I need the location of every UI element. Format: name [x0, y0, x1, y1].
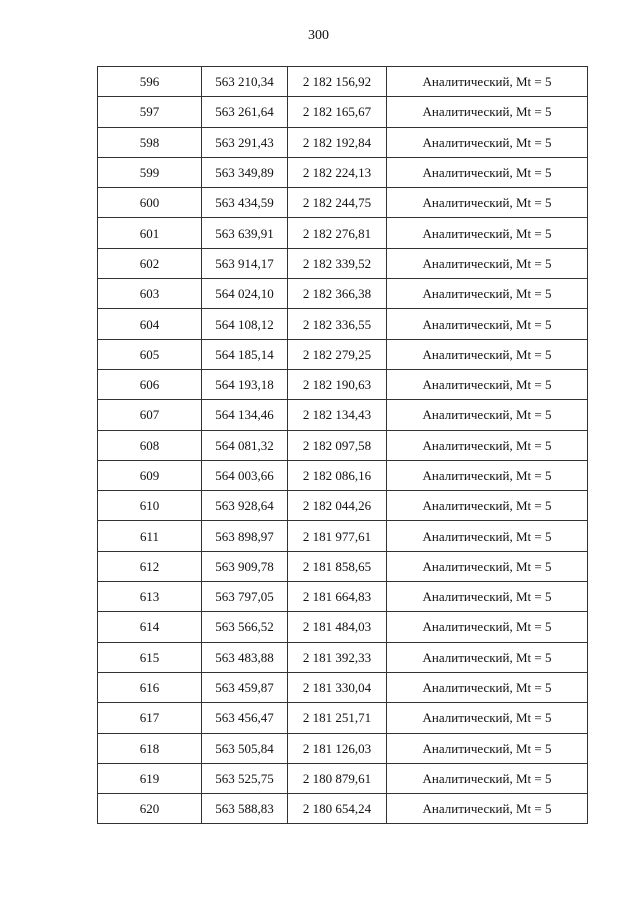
- x-coordinate-cell: 563 928,64: [202, 491, 288, 521]
- table-row: [98, 279, 588, 309]
- point-number-cell: 609: [98, 460, 202, 490]
- table-row: [98, 733, 588, 763]
- table-row: [98, 491, 588, 521]
- x-coordinate-cell: 563 914,17: [202, 248, 288, 278]
- x-coordinate-cell: 563 909,78: [202, 551, 288, 581]
- method-cell: Аналитический, Mt = 5: [387, 794, 588, 824]
- point-number-cell: 599: [98, 157, 202, 187]
- y-coordinate-cell: 2 182 044,26: [288, 491, 387, 521]
- method-cell: Аналитический, Mt = 5: [387, 521, 588, 551]
- table-row: [98, 703, 588, 733]
- point-number-cell: 617: [98, 703, 202, 733]
- method-cell: Аналитический, Mt = 5: [387, 460, 588, 490]
- point-number-cell: 611: [98, 521, 202, 551]
- method-cell: Аналитический, Mt = 5: [387, 309, 588, 339]
- point-number-cell: 610: [98, 491, 202, 521]
- method-cell: Аналитический, Mt = 5: [387, 703, 588, 733]
- method-cell: Аналитический, Mt = 5: [387, 339, 588, 369]
- y-coordinate-cell: 2 181 858,65: [288, 551, 387, 581]
- y-coordinate-cell: 2 181 977,61: [288, 521, 387, 551]
- x-coordinate-cell: 564 003,66: [202, 460, 288, 490]
- point-number-cell: 618: [98, 733, 202, 763]
- point-number-cell: 604: [98, 309, 202, 339]
- table-row: [98, 369, 588, 399]
- table-row: [98, 339, 588, 369]
- x-coordinate-cell: 563 797,05: [202, 582, 288, 612]
- x-coordinate-cell: 563 349,89: [202, 157, 288, 187]
- method-cell: Аналитический, Mt = 5: [387, 188, 588, 218]
- x-coordinate-cell: 563 483,88: [202, 642, 288, 672]
- table-row: [98, 763, 588, 793]
- x-coordinate-cell: 563 566,52: [202, 612, 288, 642]
- y-coordinate-cell: 2 182 276,81: [288, 218, 387, 248]
- table-row: [98, 97, 588, 127]
- x-coordinate-cell: 564 108,12: [202, 309, 288, 339]
- method-cell: Аналитический, Mt = 5: [387, 763, 588, 793]
- x-coordinate-cell: 564 185,14: [202, 339, 288, 369]
- table-row: [98, 67, 588, 97]
- method-cell: Аналитический, Mt = 5: [387, 279, 588, 309]
- x-coordinate-cell: 563 898,97: [202, 521, 288, 551]
- x-coordinate-cell: 564 134,46: [202, 400, 288, 430]
- x-coordinate-cell: 563 639,91: [202, 218, 288, 248]
- x-coordinate-cell: 563 459,87: [202, 672, 288, 702]
- x-coordinate-cell: 563 291,43: [202, 127, 288, 157]
- y-coordinate-cell: 2 181 251,71: [288, 703, 387, 733]
- table-row: [98, 582, 588, 612]
- point-number-cell: 605: [98, 339, 202, 369]
- method-cell: Аналитический, Mt = 5: [387, 248, 588, 278]
- table-row: [98, 218, 588, 248]
- point-number-cell: 597: [98, 97, 202, 127]
- method-cell: Аналитический, Mt = 5: [387, 733, 588, 763]
- y-coordinate-cell: 2 181 126,03: [288, 733, 387, 763]
- y-coordinate-cell: 2 181 664,83: [288, 582, 387, 612]
- method-cell: Аналитический, Mt = 5: [387, 157, 588, 187]
- method-cell: Аналитический, Mt = 5: [387, 672, 588, 702]
- y-coordinate-cell: 2 181 484,03: [288, 612, 387, 642]
- table-row: [98, 612, 588, 642]
- table-row: [98, 127, 588, 157]
- table-row: [98, 157, 588, 187]
- y-coordinate-cell: 2 180 879,61: [288, 763, 387, 793]
- method-cell: Аналитический, Mt = 5: [387, 612, 588, 642]
- method-cell: Аналитический, Mt = 5: [387, 369, 588, 399]
- point-number-cell: 615: [98, 642, 202, 672]
- x-coordinate-cell: 563 261,64: [202, 97, 288, 127]
- x-coordinate-cell: 563 456,47: [202, 703, 288, 733]
- x-coordinate-cell: 564 024,10: [202, 279, 288, 309]
- point-number-cell: 608: [98, 430, 202, 460]
- y-coordinate-cell: 2 182 279,25: [288, 339, 387, 369]
- x-coordinate-cell: 563 588,83: [202, 794, 288, 824]
- y-coordinate-cell: 2 182 244,75: [288, 188, 387, 218]
- table-row: [98, 794, 588, 824]
- y-coordinate-cell: 2 182 339,52: [288, 248, 387, 278]
- point-number-cell: 607: [98, 400, 202, 430]
- y-coordinate-cell: 2 182 366,38: [288, 279, 387, 309]
- point-number-cell: 612: [98, 551, 202, 581]
- x-coordinate-cell: 563 434,59: [202, 188, 288, 218]
- table-row: [98, 309, 588, 339]
- method-cell: Аналитический, Mt = 5: [387, 67, 588, 97]
- point-number-cell: 596: [98, 67, 202, 97]
- y-coordinate-cell: 2 182 190,63: [288, 369, 387, 399]
- y-coordinate-cell: 2 182 336,55: [288, 309, 387, 339]
- y-coordinate-cell: 2 181 392,33: [288, 642, 387, 672]
- method-cell: Аналитический, Mt = 5: [387, 430, 588, 460]
- method-cell: Аналитический, Mt = 5: [387, 582, 588, 612]
- point-number-cell: 602: [98, 248, 202, 278]
- page-number: 300: [308, 28, 329, 43]
- y-coordinate-cell: 2 181 330,04: [288, 672, 387, 702]
- table-row: [98, 521, 588, 551]
- table-row: [98, 430, 588, 460]
- y-coordinate-cell: 2 182 156,92: [288, 67, 387, 97]
- table-row: [98, 642, 588, 672]
- table-row: [98, 188, 588, 218]
- point-number-cell: 620: [98, 794, 202, 824]
- x-coordinate-cell: 563 505,84: [202, 733, 288, 763]
- method-cell: Аналитический, Mt = 5: [387, 642, 588, 672]
- y-coordinate-cell: 2 182 192,84: [288, 127, 387, 157]
- point-number-cell: 606: [98, 369, 202, 399]
- point-number-cell: 598: [98, 127, 202, 157]
- method-cell: Аналитический, Mt = 5: [387, 218, 588, 248]
- table-row: [98, 672, 588, 702]
- method-cell: Аналитический, Mt = 5: [387, 400, 588, 430]
- y-coordinate-cell: 2 182 224,13: [288, 157, 387, 187]
- table-row: [98, 460, 588, 490]
- y-coordinate-cell: 2 182 086,16: [288, 460, 387, 490]
- point-number-cell: 600: [98, 188, 202, 218]
- method-cell: Аналитический, Mt = 5: [387, 551, 588, 581]
- point-number-cell: 603: [98, 279, 202, 309]
- table-row: [98, 248, 588, 278]
- point-number-cell: 619: [98, 763, 202, 793]
- point-number-cell: 616: [98, 672, 202, 702]
- coordinates-table-body: [98, 67, 588, 824]
- y-coordinate-cell: 2 182 165,67: [288, 97, 387, 127]
- x-coordinate-cell: 564 193,18: [202, 369, 288, 399]
- coordinates-table: [97, 66, 588, 824]
- x-coordinate-cell: 564 081,32: [202, 430, 288, 460]
- method-cell: Аналитический, Mt = 5: [387, 97, 588, 127]
- y-coordinate-cell: 2 182 134,43: [288, 400, 387, 430]
- table-row: [98, 551, 588, 581]
- y-coordinate-cell: 2 182 097,58: [288, 430, 387, 460]
- point-number-cell: 601: [98, 218, 202, 248]
- y-coordinate-cell: 2 180 654,24: [288, 794, 387, 824]
- table-row: [98, 400, 588, 430]
- x-coordinate-cell: 563 210,34: [202, 67, 288, 97]
- method-cell: Аналитический, Mt = 5: [387, 127, 588, 157]
- point-number-cell: 614: [98, 612, 202, 642]
- method-cell: Аналитический, Mt = 5: [387, 491, 588, 521]
- point-number-cell: 613: [98, 582, 202, 612]
- x-coordinate-cell: 563 525,75: [202, 763, 288, 793]
